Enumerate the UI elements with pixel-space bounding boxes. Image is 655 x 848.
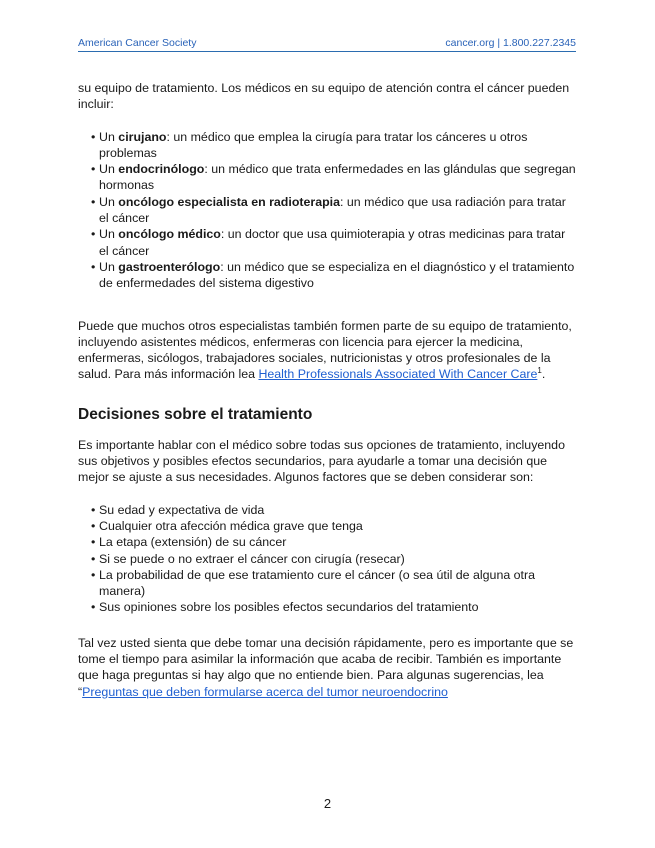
list-item: • Un oncólogo especialista en radioterapia: un médico que usa radiación para tratar el cáncer (91, 194, 566, 226)
bullet-icon: • (91, 194, 96, 209)
list-item: • Si se puede o no extraer el cáncer con cirugía (resecar) (91, 551, 405, 566)
list-item: • Sus opiniones sobre los posibles efectos secundarios del tratamiento (91, 600, 479, 615)
specialist-term: gastroenterólogo (118, 259, 221, 274)
page-number: 2 (323, 796, 332, 811)
other-specialists-paragraph: Puede que muchos otros especialistas también formen parte de su equipo de tratamiento, incluyendo asistentes médicos, enfermeras con licencia para ejercer la medicina, enfermeras, sicólogos, trabajadores sociales, nutricionistas y otros profesionales de la salud. Para más información lea Health Professionals Associated With Cancer Care$^1$. (78, 318, 572, 382)
questions-link[interactable]: Preguntas que deben formularse acerca del tumor neuroendocrino (82, 684, 448, 699)
list-item: • Cualquier otra afección médica grave que tenga (91, 518, 363, 533)
bullet-icon: • (91, 162, 96, 177)
intro-paragraph: su equipo de tratamiento. Los médicos en su equipo de atención contra el cáncer pueden incluir: (78, 81, 570, 112)
health-professionals-link[interactable]: Health Professionals Associated With Cancer Care (258, 367, 538, 382)
bullet-icon: • (91, 600, 96, 615)
footnote-marker: 1 (537, 366, 542, 376)
bullet-icon: • (91, 535, 96, 550)
factors-list (78, 502, 578, 616)
section-intro-paragraph: Es importante hablar con el médico sobre todas sus opciones de tratamiento, incluyendo sus objetivos y posibles efectos secundarios, para ayudarle a tomar una decisión que mejor se ajuste a sus necesidades. Algunos factores que se deben considerar son: (78, 437, 565, 485)
bullet-icon: • (91, 518, 96, 533)
bullet-icon: • (91, 551, 96, 566)
list-item: • La probabilidad de que ese tratamiento cure el cáncer (o sea útil de alguna otra manera) (91, 567, 536, 599)
list-item: • Un endocrinólogo: un médico que trata enfermedades en las glándulas que segregan hormonas (91, 162, 576, 193)
closing-paragraph: Tal vez usted sienta que debe tomar una decisión rápidamente, pero es importante que se tome el tiempo para asimilar la información que acaba de recibir. También es importante que haga preguntas si hay algo que no entiende bien. Para algunas sugerencias, lea “Preguntas que deben formularse acerca del tumor neuroendocrino (78, 635, 574, 699)
bullet-icon: • (91, 567, 96, 582)
header-org-name: American Cancer Society (78, 37, 197, 49)
specialist-term: cirujano (118, 129, 167, 144)
specialist-term: oncólogo especialista en radioterapia (118, 194, 341, 209)
header-contact: cancer.org | 1.800.227.2345 (445, 37, 576, 49)
bullet-icon: • (91, 259, 96, 274)
page-header (78, 37, 576, 52)
section-heading: Decisiones sobre el tratamiento (78, 405, 313, 423)
specialist-term: endocrinólogo (118, 162, 205, 177)
bullet-icon: • (91, 129, 96, 144)
bullet-icon: • (91, 227, 96, 242)
page-content (78, 80, 578, 700)
specialist-list (78, 129, 578, 292)
list-item: • Un oncólogo médico: un doctor que usa quimioterapia y otras medicinas para tratar el cáncer (91, 227, 566, 258)
bullet-icon: • (91, 502, 96, 517)
list-item: • Su edad y expectativa de vida (91, 502, 265, 517)
list-item: • Un gastroenterólogo: un médico que se especializa en el diagnóstico y el tratamiento de enfermedades del sistema digestivo (91, 259, 575, 291)
list-item: • Un cirujano: un médico que emplea la cirugía para tratar los cánceres u otros problemas (91, 129, 528, 160)
specialist-term: oncólogo médico (118, 227, 221, 242)
list-item: • La etapa (extensión) de su cáncer (91, 535, 287, 550)
